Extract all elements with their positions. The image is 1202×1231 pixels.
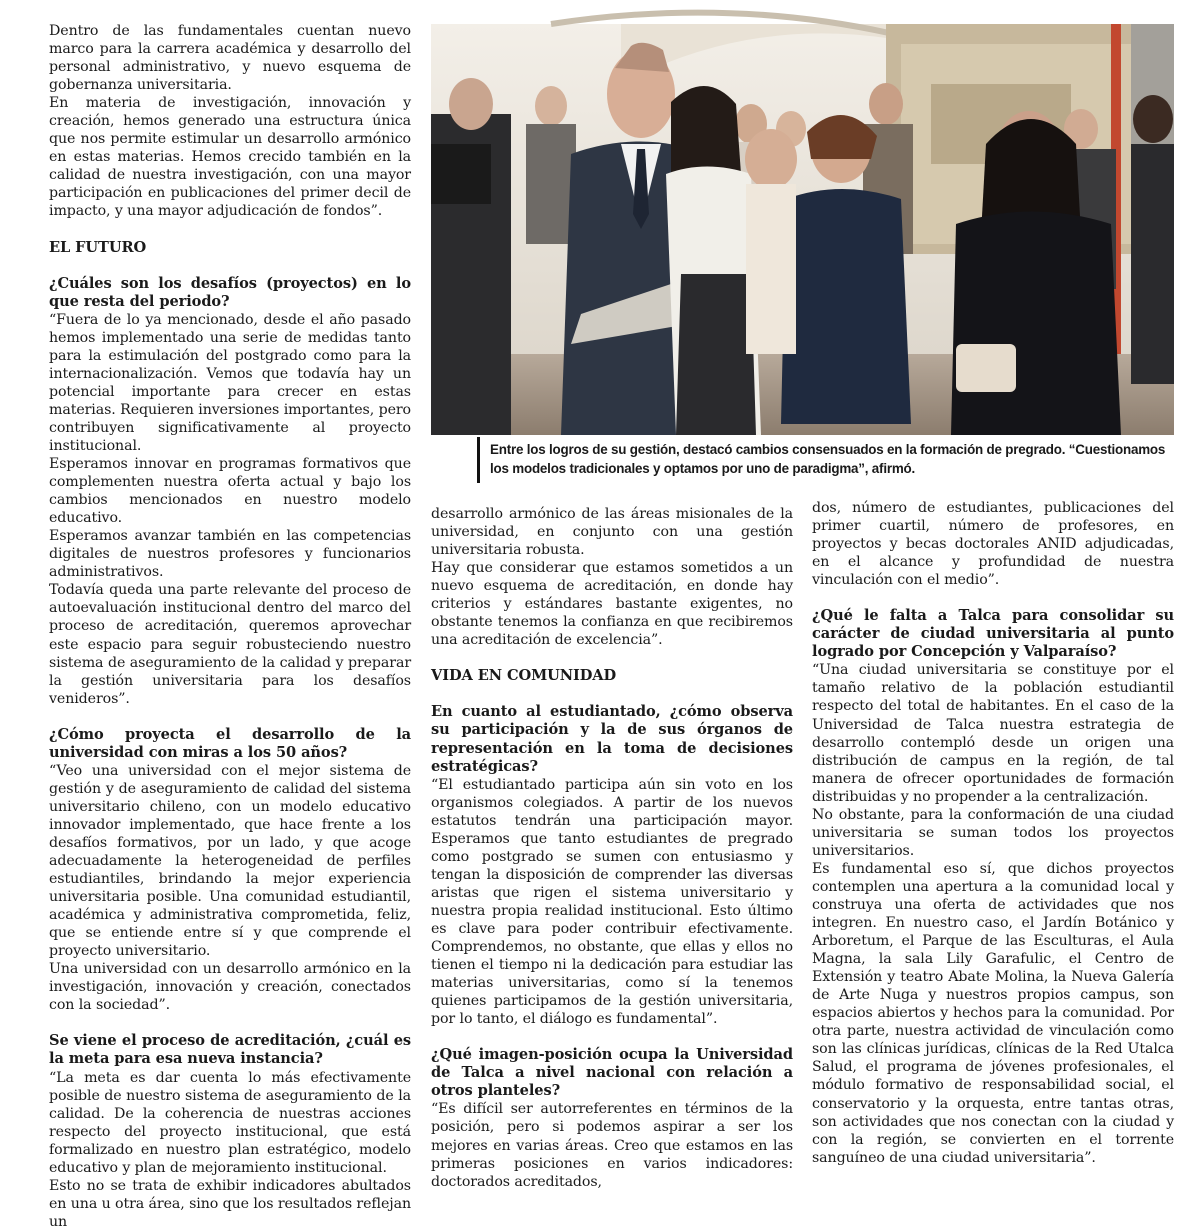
paragraph: dos, número de estudiantes, publicaciones del primer cuartil, número de profesores, en proyectos y becas doctorales ANID adjudicadas, en el alcance y profundidad de nuestra vinculación con el medio”.	[812, 500, 1174, 589]
article-column-1	[49, 22, 411, 1230]
section-heading: EL FUTURO	[49, 238, 147, 256]
paragraph: Es fundamental eso sí, que dichos proyectos contemplen una apertura a la comunidad local y construya una oferta de actividades que nos integren. En nuestro caso, el Jardín Botánico y Arboretum, el Parque de las Esculturas, el Aula Magna, la sala Lily Garafulic, el Centro de Extensión y teatro Abate Molina, la Nueva Galería de Arte Nuga y nuestros propios campus, son espacios abiertos y hechos para la comunidad. Por otra parte, nuestra actividad de vinculación como son las clínicas jurídicas, clínicas de la Red Utalca Salud, el programa de jóvenes profesionales, el módulo formativo de responsabilidad social, el conservatorio y la orquesta, entre tantas otras, son actividades que nos conectan con la ciudad y con la región, se convierten en el torrente sanguíneo de una ciudad universitaria”.	[812, 860, 1174, 1166]
paragraph: “Es difícil ser autorreferentes en términos de la posición, pero si podemos aspirar a ser los mejores en varias áreas. Creo que estamos en las primeras posiciones en varios indicadores: doctorados acreditados,	[431, 1101, 793, 1190]
paragraph: Hay que considerar que estamos sometidos a un nuevo esquema de acreditación, en donde hay criterios y estándares bastante exigentes, no obstante tenemos la confianza en que recibiremos una acreditación de excelencia”.	[431, 560, 793, 649]
paragraph: “Fuera de lo ya mencionado, desde el año pasado hemos implementado una serie de medidas tanto para la estimulación del postgrado como para la internacionalización. Vemos que todavía hay un potencial importante para crecer en estas materias. Requieren inversiones importantes, pero contribuyen significativamente al proyecto institucional.	[49, 311, 411, 454]
article-column-2	[431, 505, 793, 1190]
interview-question: ¿Qué imagen-posición ocupa la Universidad de Talca a nivel nacional con relación a otros planteles?	[431, 1046, 793, 1100]
paragraph: desarrollo armónico de las áreas misionales de la universidad, en conjunto con una gestión universitaria robusta.	[431, 506, 793, 559]
paragraph: Esperamos avanzar también en las competencias digitales de nuestros profesores y funcionarios administrativos.	[49, 528, 411, 581]
paragraph: “El estudiantado participa aún sin voto en los organismos colegiados. A partir de los nuevos estatutos tendrán una participación mayor. Esperamos que tanto estudiantes de pregrado como postgrado se sumen con entusiasmo y tengan la disposición de comprender las diversas aristas que rigen el sistema universitario y nuestra propia realidad institucional. Esto último es clave para poder contribuir efectivamente. Comprendemos, no obstante, que ellas y ellos no tienen el tiempo ni la dedicación para estudiar las materias universitarias, como sí la tenemos quienes participamos de la gestión universitaria, por lo tanto, el diálogo es fundamental”.	[431, 776, 793, 1028]
paragraph: Esperamos innovar en programas formativos que complementen nuestra oferta actual y bajo los cambios mencionados en nuestro modelo educativo.	[49, 456, 411, 527]
paragraph: Esto no se trata de exhibir indicadores abultados en una u otra área, sino que los resultados reflejan un	[49, 1177, 411, 1230]
paragraph: “Veo una universidad con el mejor sistema de gestión y de aseguramiento de calidad del sistema universitario chileno, con un modelo educativo innovador implementado, que hace frente a los desafíos formativos, por un lado, y que acoge adecuadamente la heterogeneidad de perfiles estudiantiles, brindando la mejor experiencia universitaria posible. Una comunidad estudiantil, académica y administrativa comprometida, feliz, que se entiende entre sí y que comprende el proyecto universitario.	[49, 762, 411, 960]
paragraph: Una universidad con un desarrollo armónico en la investigación, innovación y creación, conectados con la sociedad”.	[49, 961, 411, 1014]
interview-question: En cuanto al estudiantado, ¿cómo observa su participación y la de sus órganos de representación en la toma de decisiones estratégicas?	[431, 703, 793, 775]
paragraph: No obstante, para la conformación de una ciudad universitaria se suman todos los proyectos universitarios.	[812, 806, 1174, 859]
paragraph: “Una ciudad universitaria se constituye por el tamaño relativo de la población estudiantil respecto del total de habitantes. En el caso de la Universidad de Talca nuestra estrategia de desarrollo contempló desde un origen una distribución de campus en la región, de tal manera de ofrecer oportunidades de formación distribuidas y no propender a la centralización.	[812, 662, 1174, 805]
article-column-3	[812, 499, 1174, 1166]
paragraph: Dentro de las fundamentales cuentan nuevo marco para la carrera académica y desarrollo del personal administrativo, y nuevo esquema de gobernanza universitaria.	[49, 23, 411, 94]
caption-rule	[477, 437, 480, 483]
paragraph: En materia de investigación, innovación y creación, hemos generado una estructura única que nos permite estimular un desarrollo armónico en estas materias. Hemos crecido también en la calidad de nuestra investigación, con una mayor participación en publicaciones del primer decil de impacto, y una mayor adjudicación de fondos”.	[49, 95, 411, 220]
paragraph: Todavía queda una parte relevante del proceso de autoevaluación institucional dentro del marco del proceso de acreditación, queremos aprovechar este espacio para seguir robusteciendo nuestro sistema de aseguramiento de la calidad y preparar la gestión universitaria para los desafíos venideros”.	[49, 582, 411, 707]
interview-question: ¿Cómo proyecta el desarrollo de la universidad con miras a los 50 años?	[49, 725, 411, 761]
interview-question: ¿Cuáles son los desafíos (proyectos) en lo que resta del periodo?	[49, 274, 411, 310]
interview-question: Se viene el proceso de acreditación, ¿cuál es la meta para esa nueva instancia?	[49, 1032, 411, 1068]
section-heading: VIDA EN COMUNIDAD	[431, 667, 617, 685]
photo-caption: Entre los logros de su gestión, destacó cambios consensuados en la formación de pregrado. “Cuestionamos los modelos tradicionales y optamos por uno de paradigma”, afirmó.	[490, 442, 1166, 476]
interview-question: ¿Qué le falta a Talca para consolidar su carácter de ciudad universitaria al punto logrado por Concepción y Valparaíso?	[812, 607, 1174, 661]
event-photo	[431, 24, 1174, 435]
paragraph: “La meta es dar cuenta lo más efectivamente posible de nuestro sistema de aseguramiento de la calidad. De la coherencia de nuestras acciones respecto del proyecto institucional, que está formalizado en nuestro plan estratégico, modelo educativo y plan de mejoramiento institucional.	[49, 1069, 411, 1176]
